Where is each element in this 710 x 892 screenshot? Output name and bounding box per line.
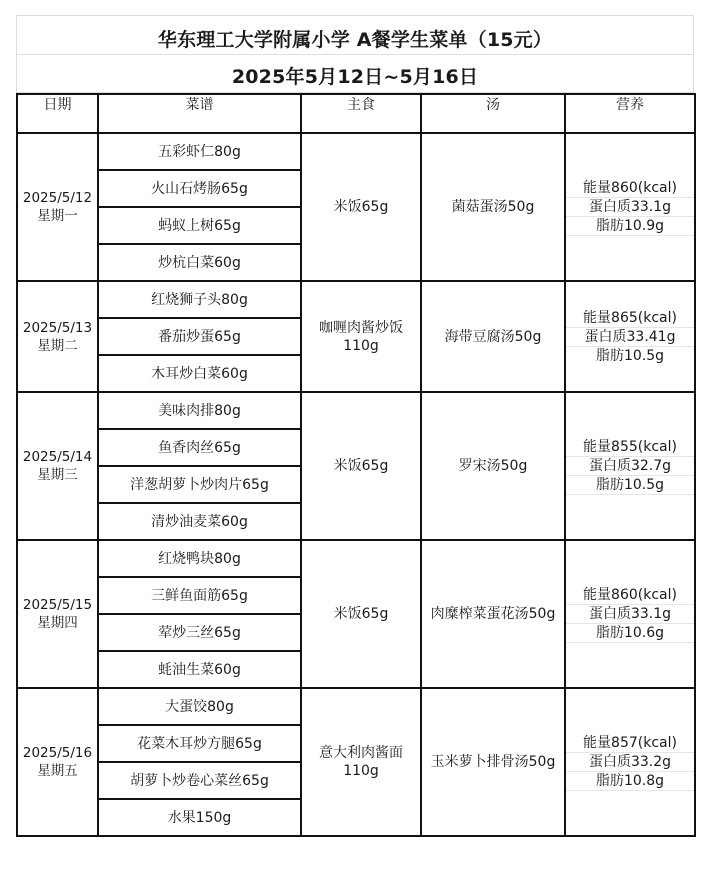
menu-title: 华东理工大学附属小学 A餐学生菜单（15元）: [157, 29, 553, 51]
nutrition-empty: [566, 235, 694, 236]
day-row: [17, 281, 695, 318]
day-date: 2025/5/16 星期五: [17, 688, 98, 836]
dish-item: 三鲜鱼面筋65g: [98, 577, 301, 614]
title-box: [16, 15, 694, 93]
column-header-soup: 汤: [421, 94, 565, 133]
dish-item: 木耳炒白菜60g: [98, 355, 301, 392]
nutrition-energy: 能量860(kcal): [583, 586, 677, 603]
dish-item: 鱼香肉丝65g: [98, 429, 301, 466]
staple-food: 米饭65g: [301, 133, 421, 281]
nutrition-empty: [566, 642, 694, 643]
column-header-dishes: 菜谱: [98, 94, 301, 133]
menu-date-range: 2025年5月12日~5月16日: [231, 66, 479, 88]
day-row: [17, 392, 695, 429]
dish-item: 水果150g: [98, 799, 301, 836]
dish-item: 蚂蚁上树65g: [98, 207, 301, 244]
title-divider: [17, 54, 693, 55]
nutrition-fat: 脂肪10.9g: [566, 216, 694, 235]
column-header-date: 日期: [17, 94, 98, 133]
menu-body: [17, 133, 695, 836]
dish-item: 清炒油麦菜60g: [98, 503, 301, 540]
nutrition-cell: [565, 688, 695, 836]
nutrition-protein: 蛋白质33.2g: [566, 752, 694, 771]
dish-item: 蚝油生菜60g: [98, 651, 301, 688]
column-header-nutrition: 营养: [565, 94, 695, 133]
menu-table: [16, 93, 696, 837]
nutrition-fat: 脂肪10.8g: [566, 771, 694, 790]
soup: 海带豆腐汤50g: [421, 281, 565, 392]
day-row: [17, 133, 695, 170]
staple-food: 咖喱肉酱炒饭110g: [301, 281, 421, 392]
nutrition-protein: 蛋白质33.1g: [566, 197, 694, 216]
day-row: [17, 688, 695, 725]
dish-item: 五彩虾仁80g: [98, 133, 301, 170]
nutrition-energy: 能量860(kcal): [583, 179, 677, 196]
dish-item: 红烧鸭块80g: [98, 540, 301, 577]
day-date: 2025/5/15 星期四: [17, 540, 98, 688]
nutrition-protein: 蛋白质33.1g: [566, 604, 694, 623]
soup: 罗宋汤50g: [421, 392, 565, 540]
nutrition-cell: [565, 540, 695, 688]
nutrition-cell: [565, 133, 695, 281]
dish-item: 花菜木耳炒方腿65g: [98, 725, 301, 762]
nutrition-cell: [565, 392, 695, 540]
day-date: 2025/5/12 星期一: [17, 133, 98, 281]
nutrition-empty: [566, 494, 694, 495]
nutrition-cell: [565, 281, 695, 392]
dish-item: 炒杭白菜60g: [98, 244, 301, 281]
nutrition-protein: 蛋白质32.7g: [566, 456, 694, 475]
day-date: 2025/5/13 星期二: [17, 281, 98, 392]
nutrition-fat: 脂肪10.5g: [566, 346, 694, 365]
staple-food: 米饭65g: [301, 540, 421, 688]
dish-item: 美味肉排80g: [98, 392, 301, 429]
dish-item: 红烧狮子头80g: [98, 281, 301, 318]
dish-item: 洋葱胡萝卜炒肉片65g: [98, 466, 301, 503]
nutrition-energy: 能量857(kcal): [583, 734, 677, 751]
soup: 菌菇蛋汤50g: [421, 133, 565, 281]
nutrition-energy: 能量865(kcal): [583, 309, 677, 326]
nutrition-protein: 蛋白质33.41g: [566, 327, 694, 346]
soup: 肉糜榨菜蛋花汤50g: [421, 540, 565, 688]
header-row: [17, 94, 695, 133]
dish-item: 胡萝卜炒卷心菜丝65g: [98, 762, 301, 799]
column-header-staple: 主食: [301, 94, 421, 133]
dish-item: 大蛋饺80g: [98, 688, 301, 725]
nutrition-fat: 脂肪10.5g: [566, 475, 694, 494]
nutrition-fat: 脂肪10.6g: [566, 623, 694, 642]
nutrition-energy: 能量855(kcal): [583, 438, 677, 455]
soup: 玉米萝卜排骨汤50g: [421, 688, 565, 836]
dish-item: 火山石烤肠65g: [98, 170, 301, 207]
staple-food: 米饭65g: [301, 392, 421, 540]
nutrition-empty: [566, 790, 694, 791]
staple-food: 意大利肉酱面110g: [301, 688, 421, 836]
day-date: 2025/5/14 星期三: [17, 392, 98, 540]
dish-item: 番茄炒蛋65g: [98, 318, 301, 355]
dish-item: 荤炒三丝65g: [98, 614, 301, 651]
day-row: [17, 540, 695, 577]
